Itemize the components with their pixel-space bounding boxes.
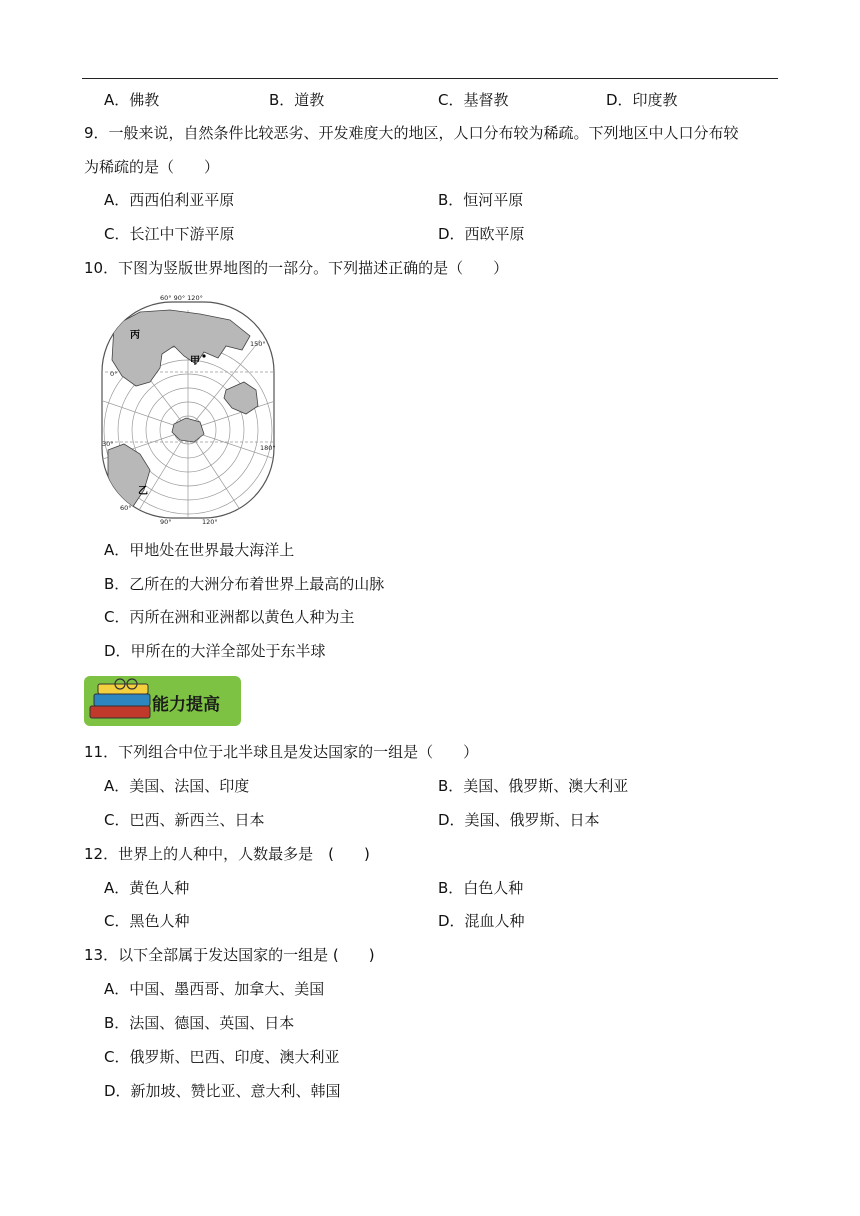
q9-option-d: D．西欧平原	[438, 225, 525, 243]
q8-option-b: B．道教	[269, 91, 325, 109]
map-label-jia: 甲	[190, 356, 200, 367]
q10-option-d: D．甲所在的大洋全部处于东半球	[104, 642, 326, 660]
books-icon	[90, 679, 150, 718]
q9-stem-line2: 为稀疏的是（ ）	[84, 158, 220, 176]
q12-option-b: B．白色人种	[438, 879, 524, 897]
map-label-90: 90°	[160, 518, 172, 526]
map-point-jia	[202, 354, 205, 357]
map-label-60: 60°	[120, 504, 132, 512]
q11-stem: 11．下列组合中位于北半球且是发达国家的一组是（ ）	[84, 743, 479, 761]
q12-option-a: A．黄色人种	[104, 879, 190, 897]
map-label-120: 120°	[202, 518, 218, 526]
q10-option-c: C．丙所在洲和亚洲都以黄色人种为主	[104, 608, 355, 626]
q13-option-b: B．法国、德国、英国、日本	[104, 1014, 295, 1032]
map-label-bing: 丙	[130, 330, 140, 341]
q9-stem-line1: 9．一般来说，自然条件比较恶劣、开发难度大的地区，人口分布较为稀疏。下列地区中人口分布较	[84, 124, 739, 142]
q9-option-b: B．恒河平原	[438, 191, 524, 209]
map-label-180: 180°	[260, 444, 276, 452]
map-label-150: 150°	[250, 340, 266, 348]
q8-option-c: C．基督教	[438, 91, 509, 109]
map-label-top: 60° 90° 120°	[160, 294, 203, 302]
q13-option-a: A．中国、墨西哥、加拿大、美国	[104, 980, 325, 998]
q9-option-c: C．长江中下游平原	[104, 225, 235, 243]
q12-stem: 12．世界上的人种中，人数最多是 ( )	[84, 845, 370, 863]
q11-option-a: A．美国、法国、印度	[104, 777, 250, 795]
map-label-0: 0°	[110, 370, 118, 378]
q13-stem: 13．以下全部属于发达国家的一组是 ( )	[84, 946, 375, 964]
map-label-30: 30°	[102, 440, 114, 448]
q11-option-b: B．美国、俄罗斯、澳大利亚	[438, 777, 629, 795]
section-badge	[84, 676, 241, 726]
q11-option-c: C．巴西、新西兰、日本	[104, 811, 265, 829]
section-badge-label: 能力提高	[152, 695, 220, 715]
q12-option-d: D．混血人种	[438, 912, 525, 930]
q12-option-c: C．黑色人种	[104, 912, 190, 930]
q8-option-d: D．印度教	[606, 91, 678, 109]
map-label-yi: 乙	[138, 486, 148, 497]
q8-option-a: A．佛教	[104, 91, 160, 109]
q10-option-b: B．乙所在的大洲分布着世界上最高的山脉	[104, 575, 385, 593]
q13-option-c: C．俄罗斯、巴西、印度、澳大利亚	[104, 1048, 340, 1066]
q10-option-a: A．甲地处在世界最大海洋上	[104, 541, 295, 559]
q9-option-a: A．西西伯利亚平原	[104, 191, 235, 209]
world-map-figure	[100, 290, 278, 528]
q13-option-d: D．新加坡、赞比亚、意大利、韩国	[104, 1082, 341, 1100]
q11-option-d: D．美国、俄罗斯、日本	[438, 811, 600, 829]
q10-stem: 10．下图为竖版世界地图的一部分。下列描述正确的是（ ）	[84, 259, 509, 277]
header-rule	[82, 78, 778, 79]
